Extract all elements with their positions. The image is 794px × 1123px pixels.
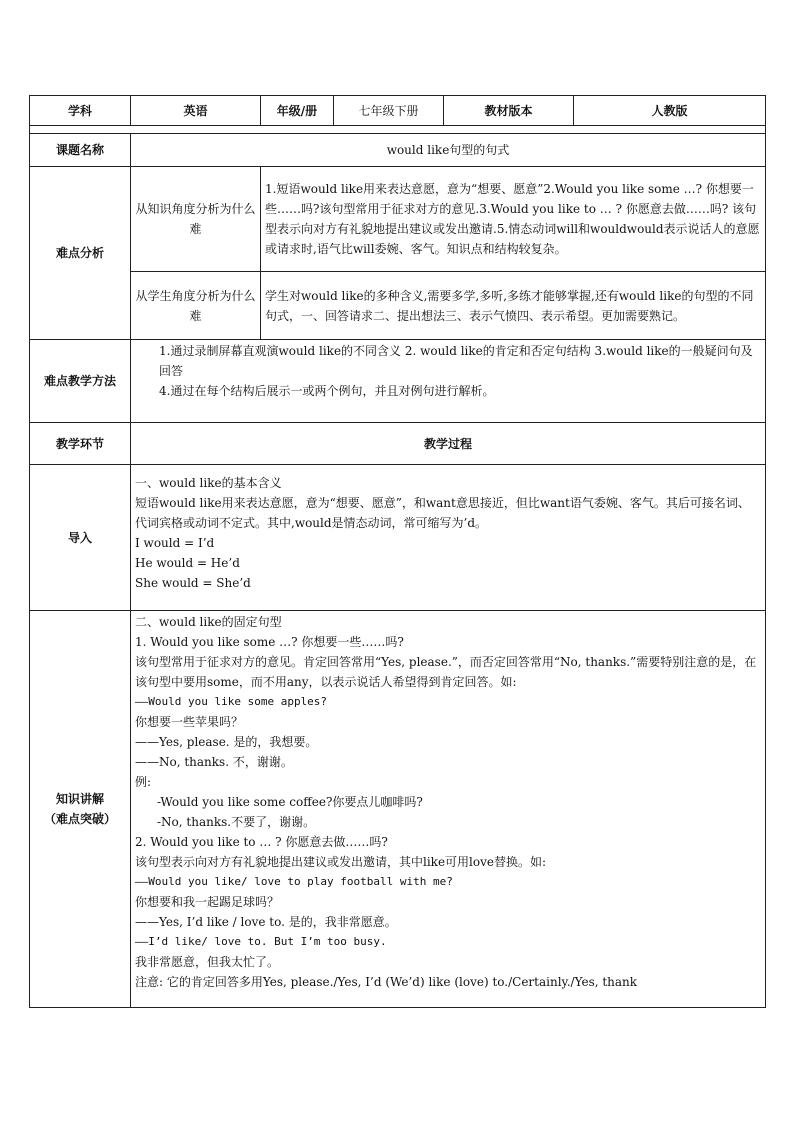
process-header-row — [30, 423, 766, 465]
example-answer: -No, thanks.不要了，谢谢。 — [157, 815, 316, 829]
subject-value: 英语 — [131, 96, 261, 126]
spacer-row — [30, 126, 766, 134]
lesson-plan-table — [29, 95, 766, 1008]
grade-value: 七年级下册 — [334, 96, 444, 126]
header-row — [30, 96, 766, 126]
intro-label: 导入 — [30, 465, 131, 611]
edition-value: 人教版 — [574, 96, 766, 126]
student-angle-text: 学生对would like的多种含义,需要多学,多听,多练才能够掌握,还有would like的句型的不同句式，一、回答请求二、提出想法三、表示气愤四、表示希望。更加需要熟记。 — [261, 272, 766, 340]
section1-question: ——Would you like some apples? — [135, 695, 328, 708]
edition-label: 教材版本 — [444, 96, 574, 126]
section1-question-cn: 你想要一些苹果吗？ — [135, 715, 244, 729]
knowledge-label-line-1: 知识讲解 — [55, 792, 104, 806]
intro-content — [131, 465, 766, 611]
section2-note: 注意: 它的肯定回答多用Yes, please./Yes, I’d (We’d) like (love) to./Certainly./Yes, thank — [135, 975, 638, 989]
topic-value: would like句型的句式 — [131, 134, 766, 167]
method-line-2: 4.通过在每个结构后展示一或两个例句，并且对例句进行解析。 — [159, 384, 495, 398]
topic-row — [30, 134, 766, 167]
section1-answer-yes: ——Yes, please. 是的，我想要。 — [135, 735, 318, 749]
intro-example-1: I would = I’d — [135, 536, 215, 550]
stage-header: 教学环节 — [30, 423, 131, 465]
section2-question: ——Would you like/ love to play football with me? — [135, 875, 453, 888]
section2-text: 该句型表示向对方有礼貌地提出建议或发出邀请，其中like可用love替换。如: — [135, 855, 547, 869]
section2-answer-yes: ——Yes, I’d like / love to. 是的，我非常愿意。 — [135, 915, 397, 929]
difficulty-label: 难点分析 — [30, 167, 131, 340]
method-row — [30, 340, 766, 423]
method-label: 难点教学方法 — [30, 340, 131, 423]
knowledge-label — [30, 611, 131, 1008]
difficulty-student-row — [30, 272, 766, 340]
topic-label: 课题名称 — [30, 134, 131, 167]
section2-answer-busy-cn: 我非常愿意，但我太忙了。 — [135, 955, 280, 969]
section1-answer-no: ——No, thanks. 不，谢谢。 — [135, 755, 293, 769]
process-header: 教学过程 — [131, 423, 766, 465]
intro-text: 短语would like用来表达意愿，意为“想要、愿意”，和want意思接近，但比want语气委婉、客气。其后可接名词、代词宾格或动词不定式。其中,would是情态动词，常可缩写为’d。 — [135, 496, 750, 530]
difficulty-knowledge-row — [30, 167, 766, 272]
knowledge-row — [30, 611, 766, 1008]
knowledge-title: 二、would like的固定句型 — [135, 615, 282, 629]
method-line-1: 1.通过录制屏幕直观演would like的不同含义 2. would like的肯定和否定句结构 3.would like的一般疑问句及回答 — [159, 344, 753, 378]
section2-heading: 2. Would you like to … ? 你愿意去做……吗? — [135, 835, 388, 849]
subject-label: 学科 — [30, 96, 131, 126]
section2-answer-busy: ——I’d like/ love to. But I’m too busy. — [135, 935, 387, 948]
knowledge-angle-label: 从知识角度分析为什么难 — [131, 167, 261, 272]
grade-label: 年级/册 — [261, 96, 334, 126]
section1-text: 该句型常用于征求对方的意见。肯定回答常用“Yes, please.”，而否定回答常用“No, thanks.”需要特别注意的是，在该句型中要用some，而不用any，以表示说话人希望得到肯定回答。如: — [135, 655, 757, 689]
section2-question-cn: 你想要和我一起踢足球吗？ — [135, 895, 280, 909]
intro-title: 一、would like的基本含义 — [135, 476, 282, 490]
intro-example-2: He would = He’d — [135, 556, 240, 570]
example-label: 例: — [135, 775, 152, 789]
student-angle-label: 从学生角度分析为什么难 — [131, 272, 261, 340]
intro-row — [30, 465, 766, 611]
example-question: -Would you like some coffee?你要点儿咖啡吗? — [157, 795, 423, 809]
knowledge-angle-text: 1.短语would like用来表达意愿，意为“想要、愿意”2.Would you like some …? 你想要一些……吗?该句型常用于征求对方的意见.3.Would you like to … ? 你愿意去做……吗? 该句型表示向对方有礼貌地提出建议或发出邀请.5.情态动词will和wouldwould表示说话人的意愿或请求时,语气比will委婉、客气。知识点和结构较复杂。 — [261, 167, 766, 272]
knowledge-content — [131, 611, 766, 1008]
knowledge-label-line-2: （难点突破） — [43, 812, 116, 826]
spacer-cell — [30, 126, 766, 134]
method-text — [131, 340, 766, 423]
intro-example-3: She would = She’d — [135, 576, 251, 590]
section1-heading: 1. Would you like some …? 你想要一些……吗? — [135, 635, 404, 649]
